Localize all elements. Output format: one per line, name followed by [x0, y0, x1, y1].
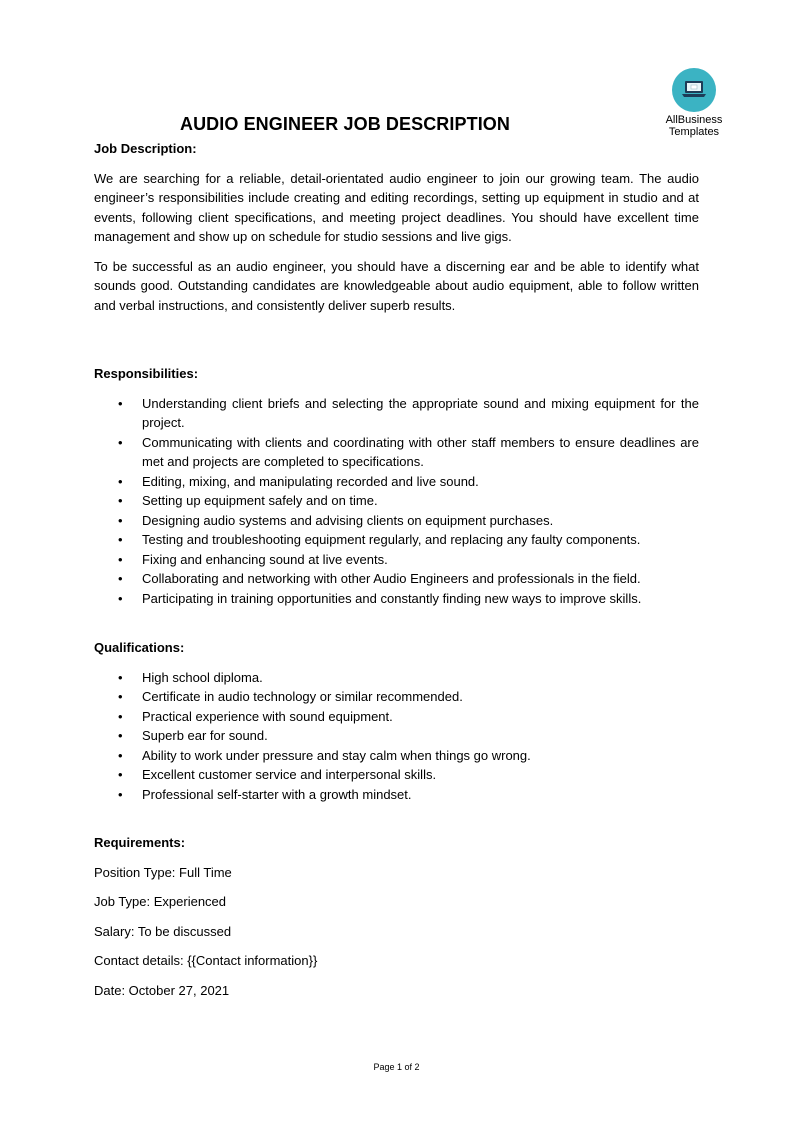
page-footer: Page 1 of 2	[373, 1062, 420, 1072]
bullet-icon: •	[118, 434, 123, 450]
list-item	[94, 550, 699, 570]
list-item	[94, 589, 699, 609]
logo-line-2: Templates	[668, 126, 720, 138]
bullet-icon: •	[118, 532, 123, 547]
requirement-date: Date: October 27, 2021	[94, 982, 230, 998]
list-item-text: Designing audio systems and advising clients on equipment purchases.	[142, 512, 554, 528]
list-item	[94, 511, 699, 531]
list-item	[94, 394, 699, 433]
list-item-text: Collaborating and networking with other Audio Engineers and professionals in the field.	[142, 571, 641, 586]
bullet-icon: •	[118, 473, 123, 489]
bullet-icon: •	[118, 590, 123, 606]
bullet-icon: •	[118, 747, 123, 763]
list-item-text: Excellent customer service and interpersonal skills.	[142, 767, 437, 782]
list-item	[94, 472, 699, 492]
list-item-text: Testing and troubleshooting equipment regularly, and replacing any faulty components.	[142, 532, 641, 547]
requirement-position-type: Position Type: Full Time	[94, 864, 232, 880]
list-item	[94, 765, 699, 785]
list-item	[94, 668, 699, 688]
list-item	[94, 687, 699, 707]
qualifications-heading: Qualifications:	[94, 640, 185, 655]
bullet-icon: •	[118, 728, 123, 743]
requirements-heading: Requirements:	[94, 835, 186, 850]
list-item	[94, 530, 699, 550]
list-item	[94, 433, 699, 472]
list-item	[94, 726, 699, 746]
list-item-text: Certificate in audio technology or similar recommended.	[142, 689, 463, 704]
qualifications-list	[94, 668, 699, 805]
logo-line-1: AllBusiness	[665, 114, 723, 126]
list-item-text: Communicating with clients and coordinating with other staff members to ensure deadlines are met and projects are completed to specifications.	[142, 434, 699, 469]
bullet-icon: •	[118, 571, 123, 586]
document-body	[94, 139, 699, 1000]
list-item-text: Professional self-starter with a growth mindset.	[142, 786, 412, 802]
list-item-text: Understanding client briefs and selecting the appropriate sound and mixing equipment for the project.	[142, 395, 699, 430]
requirement-contact-details: Contact details: {{Contact information}}	[94, 953, 318, 968]
list-item	[94, 746, 699, 766]
list-item	[94, 491, 699, 511]
job-description-heading: Job Description:	[94, 141, 197, 156]
bullet-icon: •	[118, 551, 123, 567]
list-item	[94, 569, 699, 589]
laptop-icon	[672, 68, 716, 112]
list-item-text: Practical experience with sound equipment.	[142, 708, 393, 724]
list-item-text: Fixing and enhancing sound at live events.	[142, 551, 388, 567]
list-item	[94, 707, 699, 727]
responsibilities-list	[94, 394, 699, 609]
job-description-paragraph: To be successful as an audio engineer, you should have a discerning ear and be able to identify what sounds good. Outstanding candidates are knowledgeable about audio equipment, able to follow written and verbal instructions, and consistently deliver superb results.	[94, 258, 699, 313]
bullet-icon: •	[118, 786, 123, 802]
bullet-icon: •	[118, 689, 123, 704]
bullet-icon: •	[118, 767, 123, 782]
list-item-text: Participating in training opportunities and constantly finding new ways to improve skills.	[142, 590, 642, 606]
bullet-icon: •	[118, 669, 123, 685]
responsibilities-heading: Responsibilities:	[94, 366, 199, 381]
list-item	[94, 785, 699, 805]
page-title: AUDIO ENGINEER JOB DESCRIPTION	[179, 114, 511, 134]
list-item-text: Superb ear for sound.	[142, 728, 268, 743]
requirement-salary: Salary: To be discussed	[94, 923, 232, 939]
bullet-icon: •	[118, 493, 123, 508]
list-item-text: Ability to work under pressure and stay calm when things go wrong.	[142, 747, 531, 763]
list-item-text: Setting up equipment safely and on time.	[142, 493, 378, 508]
requirement-job-type: Job Type: Experienced	[94, 894, 227, 909]
bullet-icon: •	[118, 512, 123, 528]
bullet-icon: •	[118, 708, 123, 724]
bullet-icon: •	[118, 395, 123, 411]
job-description-paragraph: We are searching for a reliable, detail-orientated audio engineer to join our growing team. The audio engineer’s responsibilities include creating and editing recordings, setting up equipment in studio and at events, following client specifications, and meeting project deadlines. You should have excellent time management and show up on schedule for studio sessions and live gigs.	[94, 170, 699, 244]
list-item-text: High school diploma.	[142, 669, 263, 685]
list-item-text: Editing, mixing, and manipulating recorded and live sound.	[142, 473, 479, 489]
